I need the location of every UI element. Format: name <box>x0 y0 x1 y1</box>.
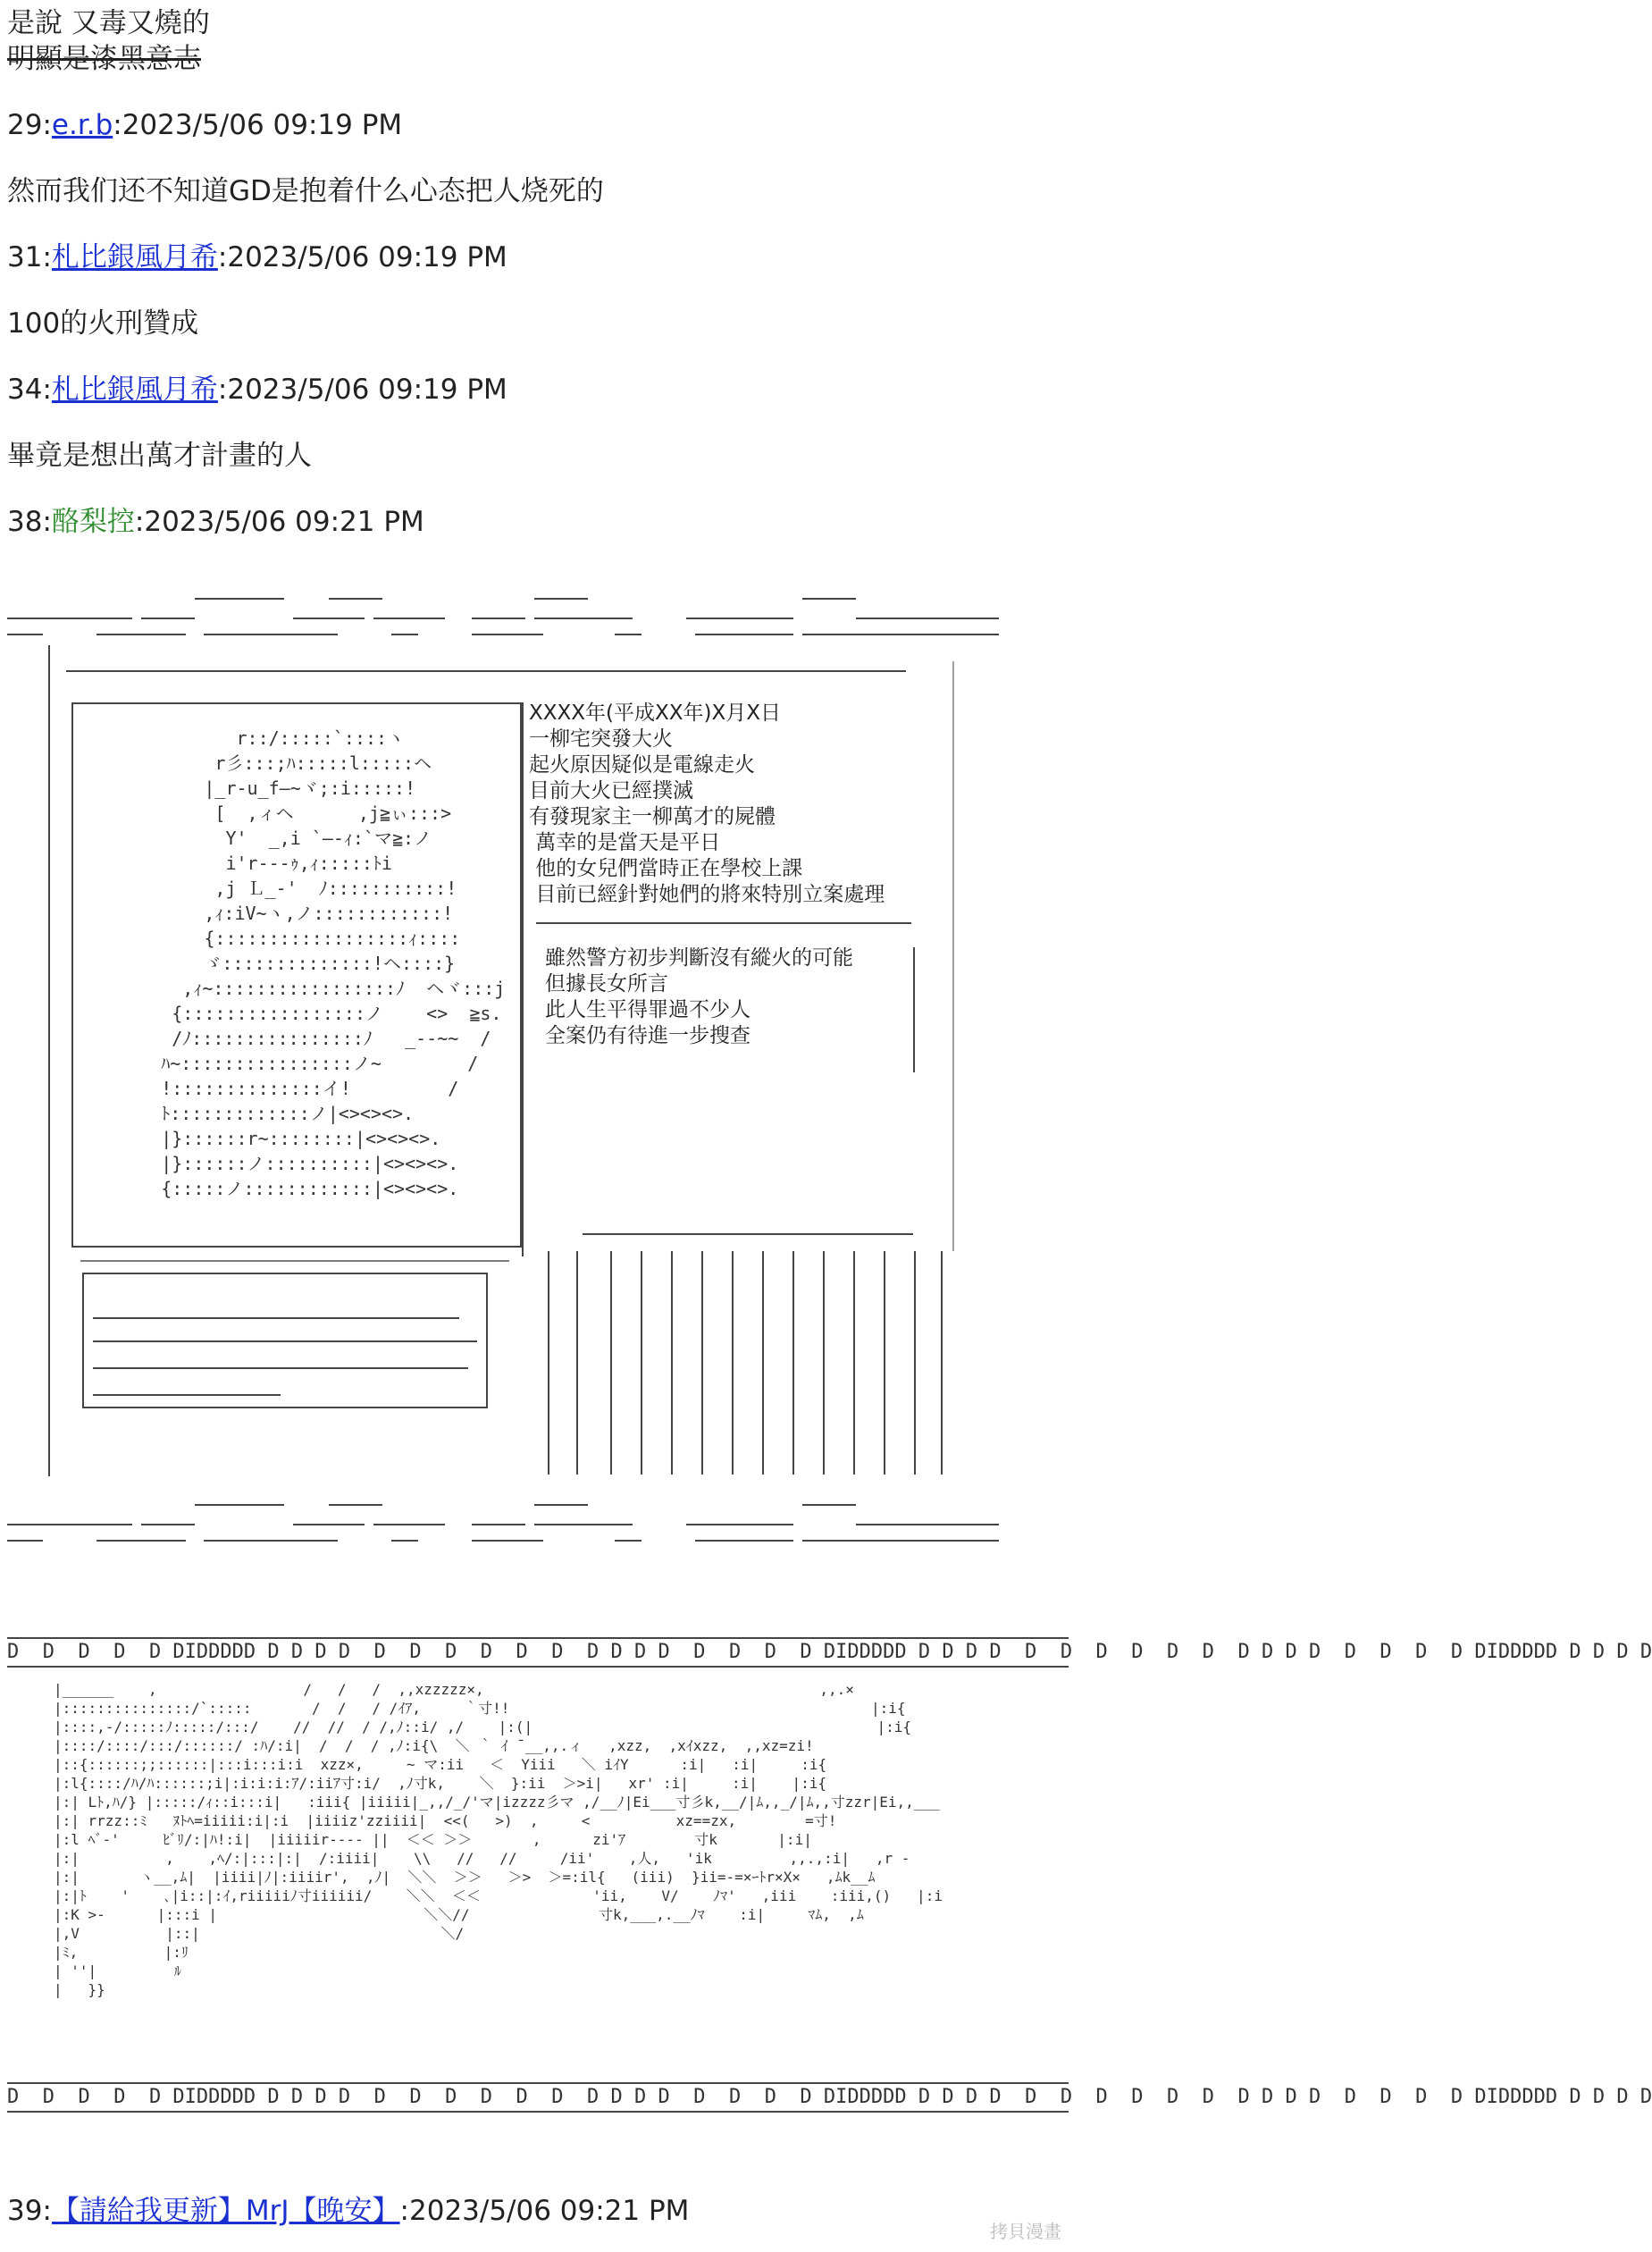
post-date: :2023/5/06 09:19 PM <box>217 374 507 406</box>
frame-left <box>48 645 50 1476</box>
post-29-header: 29:e.r.b:2023/5/06 09:19 PM <box>7 109 403 141</box>
dash-line-1 <box>93 1317 459 1319</box>
post-number: 34 <box>7 374 43 406</box>
frame-top <box>66 670 906 672</box>
sub-article-line-2: 但據長女所言 <box>545 972 668 996</box>
ascii-art-house: r::/:::::`::::ヽ r彡:::;ﾊ:::::l:::::ヘ |_r-u_f―~ヾ;:i:::::! [ ,ィヘ ,j≧ぃ:::> Y' _,i `―-ｨ:`マ≧:ノ i'r-‐-ｩ,ｨ:::::ﾄi ,j Ｌ_-' ﾉ:::::::::::! ,ｨ:iV~ヽ,ノ::::::::::::! {::::::::::::::::::ｨ:::: ゞ::::::::::::::!ヘ::::} ,ｨ~:::::::::::::::::ﾉ ヘヾ:::j {:::::::::::::::::ノ <> ≧s. /ﾉ::::::::::::::::ﾉ _-‐~~ / ﾊ~::::::::::::::::ノ~ / !::::::::::::::イ! / ﾄ:::::::::::::ノ|<><><>. |}::::::r~::::::::|<><><>. |}::::::ノ::::::::::|<><><>. {:::::ノ::::::::::::|<><><>. <box>161 727 506 1199</box>
post-34-header: 34:札比銀風月希:2023/5/06 09:19 PM <box>7 374 507 406</box>
dash-line-3 <box>93 1367 468 1369</box>
post-29-text: 然而我们还不知道GD是抱着什么心态把人烧死的 <box>7 175 604 207</box>
post-number: 29 <box>7 109 43 141</box>
post-date: :2023/5/06 09:19 PM <box>217 241 507 273</box>
newspaper-line-5: 萬幸的是當天是平日 <box>529 831 721 854</box>
newspaper-line-6: 他的女兒們當時正在學校上課 <box>529 857 803 880</box>
sub-article-line-1: 雖然警方初步判斷沒有縱火的可能 <box>545 946 853 970</box>
post-number: 31 <box>7 241 43 273</box>
newspaper-line-4: 有發現家主一柳萬才的屍體 <box>529 805 776 828</box>
sub-article-line-3: 此人生平得罪過不少人 <box>545 998 751 1021</box>
dashed-top <box>80 1260 509 1262</box>
post-38-header: 38:酪梨控:2023/5/06 09:21 PM <box>7 506 424 538</box>
frame-right <box>952 661 954 1251</box>
ascii-art-scene: |______ , / / / ,,xzzzzz×, ,,.× |:::::::::::::::/`::::: / / / /ｲｱ, ｀寸!! |:i{ |::::,-/:::::ﾉ:::::/:::/ // // / /,ﾉ::i/ ,/ |:(| |:i{ |::::/::::/:::/::::::/ :ﾊ/:i| / / / ,ﾉ:i{\ ＼ ｀ ｲ ̄ __,,.ィ ,xzz, ,xｲxzz, ,,xz=zi! |::{::::::;;::::::|:::i:::i:i xzz×, ~ マ:ii ＜ Yiii ＼ iｲY :i| :i| :i{ |:l{::::/ﾊ/ﾊ::::::;i|:i:i:i:ｱ/:iiｱ寸:i/ ,ﾉ寸k, ＼ }:ii ＞>i| xr' :i| :i| |:i{ |:| Lﾄ,ﾊ/} |:::::/ｨ::i:::i| :iii{ |iiiii|_,,/_/'マ|izzzz彡マ ,/__ﾉ|Ei___寸彡k,__/|ﾑ,,_/|ﾑ,,寸zzr|Ei,,___ |:| rrzz::ﾐ ﾇﾄﾍ=iiiii:i|:i |iiiiz'zziiii| <<( >) , < xz==zx, =寸! |:l ﾍﾞ-' ﾋﾞﾘ/:|ﾊ!:i| |iiiiir--‐- || ＜＜ ＞＞ , zi'ｱ 寸k |:i| |:| , ,ﾍ/:|:::|:| /:iiii| \\ // // /ii' ,人, 'ik ,,.,:i| ,r - |:| ヽ__,ﾑ| |iiii|ﾉ|:iiiir', ,ﾉ| ＼＼ ＞＞ ＞> ＞=:il{ (iii) }ii=‐=×ｰﾄr×X× ,ﾑk__ﾑ |:|ﾄ ' ､|i::|:ｲ,riiiiiﾉ寸iiiiii/ ＼＼ ＜＜ 'ii, V/ ﾉﾏ' ,iii :iii,() |:i |:K >- |:::i | ＼＼// 寸k,___,.__ﾉﾏ :i| ﾏﾑ, ,ﾑ |,V |::| ＼/ |ﾐ, |:ﾘ | ''| ﾙ | }} <box>54 1681 943 1998</box>
post-39-header: 39:【請給我更新】MrJ【晚安】:2023/5/06 09:21 PM <box>7 2195 690 2227</box>
post-date: :2023/5/06 09:21 PM <box>399 2195 690 2227</box>
post-number: 39 <box>7 2195 43 2227</box>
post-author-link[interactable]: e.r.b <box>51 109 113 141</box>
post-author-link[interactable]: 札比銀風月希 <box>51 241 218 273</box>
post-number: 38 <box>7 506 43 538</box>
newspaper-line-3: 目前大火已經撲滅 <box>529 779 693 802</box>
post-date: :2023/5/06 09:19 PM <box>113 109 403 141</box>
post-date: :2023/5/06 09:21 PM <box>134 506 424 538</box>
d-row-top-line-2 <box>7 1666 1069 1668</box>
newspaper-line-1: 一柳宅突發大火 <box>529 727 673 751</box>
newspaper-headline: XXXX年(平成XX年)X月X日 <box>529 702 781 725</box>
column-lines <box>545 1251 956 1483</box>
d-row-top: D D D D D DIDDDDD D D D D D D D D D D D D D D D D D D DIDDDDD D D D D D D D D D D D D D D D D D D DIDDDDD D D D D <box>7 1641 1652 1663</box>
sub-article-line-4: 全案仍有待進一步搜查 <box>545 1024 751 1047</box>
post-author: 酪梨控 <box>51 506 135 538</box>
d-row-top-line <box>7 1637 1069 1639</box>
column-divider <box>522 702 524 1256</box>
dash-line-2 <box>93 1340 477 1342</box>
post-34-text: 畢竟是想出萬才計畫的人 <box>7 440 312 472</box>
sub-article-bottom <box>583 1233 913 1235</box>
intro-line-1: 是說 又毒又燒的 <box>7 7 210 39</box>
sub-article-right <box>913 947 915 1072</box>
d-row-bottom: D D D D D DIDDDDD D D D D D D D D D D D D D D D D D D DIDDDDD D D D D D D D D D D D D D D D D D D DIDDDDD D D D D <box>7 2086 1652 2108</box>
ascii-border-bottom <box>7 1487 1008 1550</box>
d-row-bottom-line-2 <box>7 2111 1069 2113</box>
post-31-text: 100的火刑贊成 <box>7 307 199 340</box>
newspaper-line-7: 目前已經針對她們的將來特別立案處理 <box>529 883 885 906</box>
dash-line-4 <box>93 1394 281 1396</box>
sub-article-top <box>536 922 911 924</box>
newspaper-line-2: 起火原因疑似是電線走火 <box>529 753 755 777</box>
post-author-link[interactable]: 札比銀風月希 <box>51 374 218 406</box>
post-author-link[interactable]: 【請給我更新】MrJ【晚安】 <box>51 2195 400 2227</box>
d-row-bottom-line <box>7 2082 1069 2084</box>
watermark: 拷貝漫畫 <box>990 2221 1061 2242</box>
post-31-header: 31:札比銀風月希:2023/5/06 09:19 PM <box>7 241 507 273</box>
intro-line-2: 明顯是漆黑意志 <box>7 43 201 75</box>
ascii-border-top <box>7 581 1008 643</box>
